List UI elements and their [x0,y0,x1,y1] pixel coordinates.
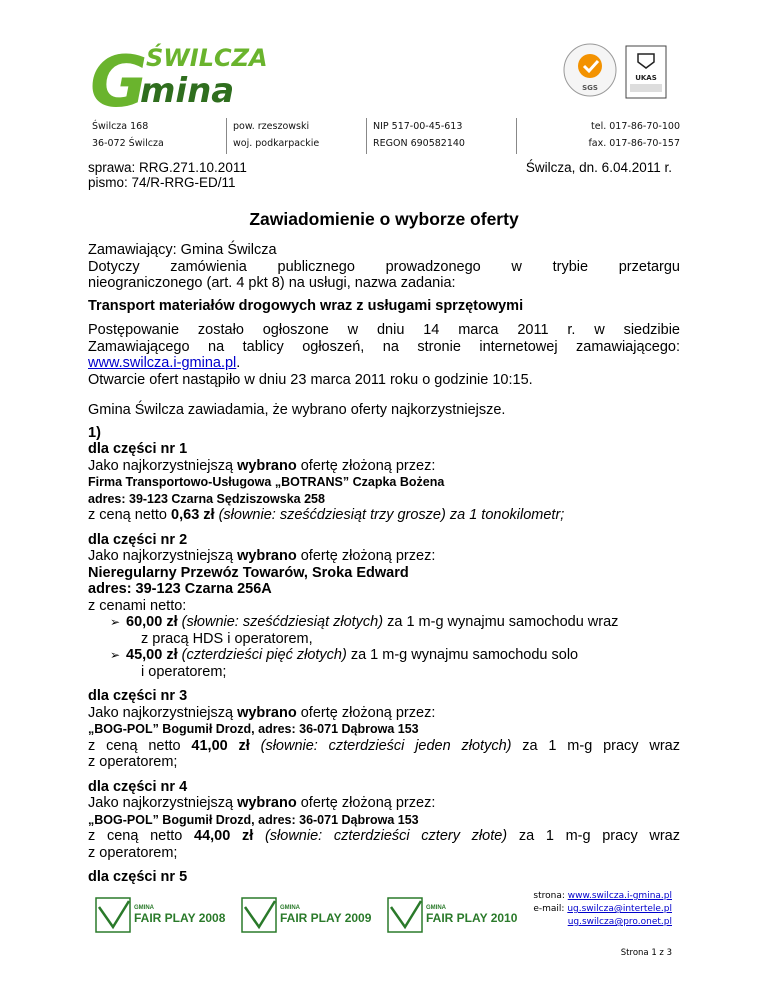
part1-company: Firma Transportowo-Usługowa „BOTRANS” Czapka Bożena [88,475,445,489]
notice-line3: www.swilcza.i-gmina.pl. [88,355,241,371]
part4-heading: dla części nr 4 [88,778,188,795]
part3-company: „BOG-POL” Bogumił Drozd, adres: 36-071 Dąbrowa 153 [88,722,419,736]
part1-address: adres: 39-123 Czarna Sędziszowska 258 [88,491,325,506]
letter-number: pismo: 74/R-RRG-ED/11 [88,175,236,190]
footer-website: strona: www.swilcza.i-gmina.pl [533,891,672,901]
contact-county [226,118,366,154]
certification-badges [560,40,670,104]
footer-email2-link[interactable]: ug.swilcza@pro.onet.pl [567,917,672,927]
subject-line1: Dotyczy zamówienia publicznego prowadzonego w trybie przetargu [88,258,680,275]
announcement: Gmina Świlcza zawiadamia, że wybrano oferty najkorzystniejsze. [88,402,506,418]
fair-play-logos [95,895,518,935]
check-mark-icon [95,897,131,933]
part1-price: z ceną netto 0,63 zł (słownie: sześćdziesiąt trzy grosze) za 1 tonokilometr; [88,507,565,523]
logo-bottom-text: mina [140,71,235,111]
part3-price: z ceną netto 41,00 zł (słownie: czterdzieści jeden złotych) za 1 m-g pracy wraz [88,737,680,754]
document-body [88,242,680,886]
part2-bullet1: ➢ 60,00 zł (słownie: sześćdziesiąt złotych) za 1 m-g wynajmu samochodu wraz [110,614,619,630]
footer-contact [533,890,672,929]
part2-prices-label: z cenami netto: [88,597,187,614]
county-line1: pow. rzeszowski [233,121,310,132]
footer-website-link[interactable]: www.swilcza.i-gmina.pl [567,891,672,901]
footer-email1: e-mail: ug.swilcza@intertele.pl [533,904,672,914]
subject-line2: nieograniczonego (art. 4 pkt 8) na usługi, nazwa zadania: [88,275,456,291]
place-date: Świlcza, dn. 6.04.2011 r. [525,160,672,175]
part4-chosen: Jako najkorzystniejszą wybrano ofertę złożoną przez: [88,795,436,811]
notice-line2: Zamawiającego na tablicy ogłoszeń, na stronie internetowej zamawiającego: [88,338,680,355]
footer-email2 [533,916,672,929]
address-line2: 36-072 Świlcza [92,138,164,149]
logo-g-letter: G [90,42,148,112]
opening-info: Otwarcie ofert nastąpiło w dniu 23 marca 2011 roku o godzinie 10:15. [88,371,533,388]
task-name: Transport materiałów drogowych wraz z usługami sprzętowymi [88,297,524,314]
part4-company: „BOG-POL” Bogumił Drozd, adres: 36-071 Dąbrowa 153 [88,812,419,827]
part4-price-cont: z operatorem; [88,844,178,861]
document-title: Zawiadomienie o wyborze oferty [249,209,519,229]
address-line1: Świlcza 168 [92,121,149,132]
part3-chosen: Jako najkorzystniejszą wybrano ofertę złożoną przez: [88,704,436,721]
gmina-swilcza-logo [88,42,266,112]
part2-chosen: Jako najkorzystniejszą wybrano ofertę złożoną przez: [88,548,436,564]
regon: REGON 690582140 [373,138,465,149]
part2-address: adres: 39-123 Czarna 256A [88,581,272,597]
fair-play-2009-logo: GMINA FAIR PLAY 2009 [241,895,369,935]
notice-line1: Postępowanie zostało ogłoszone w dniu 14 marca 2011 r. w siedzibie [88,322,680,338]
arrow-bullet-icon: ➢ [110,648,121,662]
contact-phone [516,118,680,154]
phone: tel. 017-86-70-100 [591,121,680,132]
arrow-bullet-icon: ➢ [110,615,121,629]
fair-play-2008-logo: GMINA FAIR PLAY 2008 [95,895,223,935]
sgs-label: SGS [582,84,598,92]
website-link[interactable]: www.swilcza.i-gmina.pl [88,355,237,371]
county-line2: woj. podkarpackie [233,138,320,149]
part5-heading: dla części nr 5 [88,869,188,885]
nip: NIP 517-00-45-613 [373,121,463,132]
contact-info-bar [88,118,680,154]
case-reference [88,160,247,190]
part3-heading: dla części nr 3 [88,688,188,704]
ordering-party: Zamawiający: Gmina Świlcza [88,242,277,258]
part3-price-cont: z operatorem; [88,754,178,770]
check-mark-icon [241,897,277,933]
section-number: 1) [88,424,101,441]
contact-ids [366,118,516,154]
ukas-label: UKAS [635,74,657,82]
part1-heading: dla części nr 1 [88,441,188,457]
page-number: Strona 1 z 3 [620,948,672,958]
part2-company: Nieregularny Przewóz Towarów, Sroka Edward [88,564,409,581]
footer-email1-link[interactable]: ug.swilcza@intertele.pl [567,904,672,914]
part2-heading: dla części nr 2 [88,531,188,548]
part2-bullet2-cont: i operatorem; [141,663,227,680]
case-number: sprawa: RRG.271.10.2011 [88,160,247,175]
contact-address [88,118,226,154]
check-mark-icon [387,897,423,933]
fax: fax. 017-86-70-157 [588,138,680,149]
part2-bullet1-cont: z pracą HDS i operatorem, [141,630,313,647]
part2-bullet2: ➢ 45,00 zł (czterdzieści pięć złotych) za 1 m-g wynajmu samochodu solo [110,647,579,663]
part1-chosen: Jako najkorzystniejszą wybrano ofertę złożoną przez: [88,457,436,474]
part4-price: z ceną netto 44,00 zł (słownie: czterdzieści cztery złote) za 1 m-g pracy wraz [88,828,680,844]
logo-top-text: ŚWILCZA [146,44,266,72]
fair-play-2010-logo: GMINA FAIR PLAY 2010 [387,895,515,935]
